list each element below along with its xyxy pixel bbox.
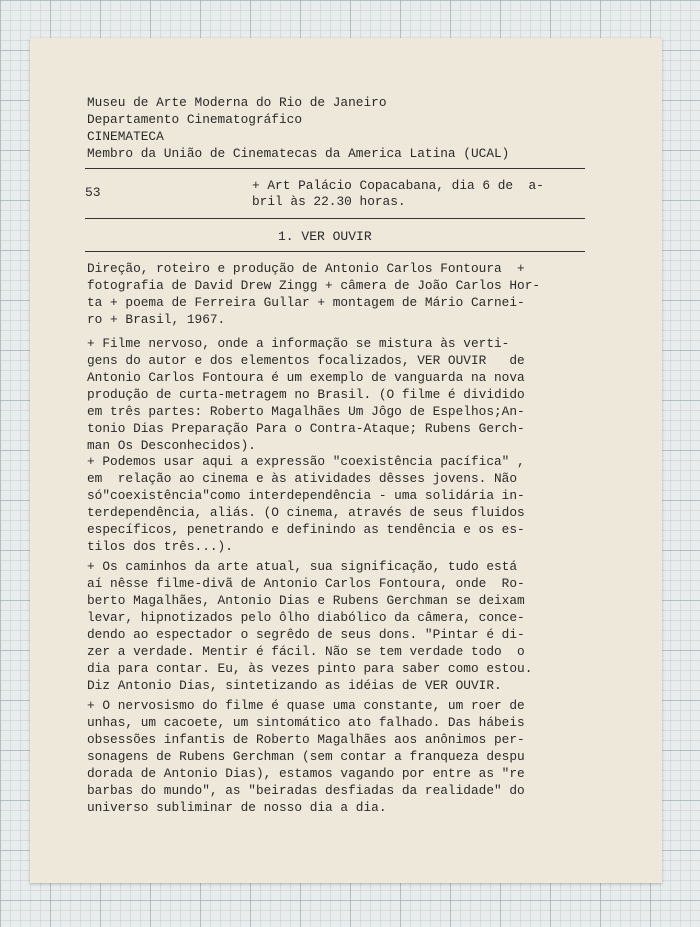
text-line: dendo ao espectador o segrêdo de seus dons. "Pintar é di-: [87, 627, 525, 642]
text-line: fotografia de David Drew Zingg + câmera de João Carlos Hor-: [87, 278, 541, 293]
header-line: Departamento Cinematográfico: [87, 112, 303, 127]
text-line: específicos, penetrando e definindo as tendência e os es-: [87, 522, 525, 537]
text-line: berto Magalhães, Antonio Dias e Rubens Gerchman se deixam: [87, 593, 525, 608]
header-line: Membro da União de Cinematecas da America Latina (UCAL): [87, 146, 510, 161]
document-page: [30, 38, 662, 883]
text-line: terdependência, aliás. (O cinema, através de seus fluidos: [87, 505, 525, 520]
header-rule: [85, 168, 585, 169]
text-line: + Filme nervoso, onde a informação se mistura às verti-: [87, 336, 510, 351]
text-line: aí nêsse filme-divã de Antonio Carlos Fontoura, onde Ro-: [87, 576, 525, 591]
text-line: ta + poema de Ferreira Gullar + montagem de Mário Carnei-: [87, 295, 525, 310]
text-line: sonagens de Rubens Gerchman (sem contar a franqueza despu: [87, 749, 525, 764]
text-line: barbas do mundo", as "beiradas desfiadas da realidade" do: [87, 783, 525, 798]
text-line: produção de curta-metragem no Brasil. (O filme é dividido: [87, 387, 525, 402]
text-line: man Os Desconhecidos).: [87, 438, 256, 453]
text-line: em relação ao cinema e às atividades dêsses jovens. Não: [87, 471, 518, 486]
text-line: gens do autor e dos elementos focalizados, VER OUVIR de: [87, 353, 525, 368]
text-line: tilos dos três...).: [87, 539, 233, 554]
venue-line: + Art Palácio Copacabana, dia 6 de a-: [252, 178, 544, 193]
text-line: universo subliminar de nosso dia a dia.: [87, 800, 387, 815]
text-line: + Os caminhos da arte atual, sua significação, tudo está: [87, 559, 518, 574]
text-line: + O nervosismo do filme é quase uma constante, um roer de: [87, 698, 525, 713]
venue-rule: [85, 218, 585, 219]
header-line: Museu de Arte Moderna do Rio de Janeiro: [87, 95, 387, 110]
text-line: Antonio Carlos Fontoura é um exemplo de vanguarda na nova: [87, 370, 525, 385]
text-line: em três partes: Roberto Magalhães Um Jôgo de Espelhos;An-: [87, 404, 525, 419]
text-line: ro + Brasil, 1967.: [87, 312, 226, 327]
program-number: 53: [85, 185, 101, 200]
header-line: CINEMATECA: [87, 129, 164, 144]
text-line: tonio Dias Preparação Para o Contra-Ataque; Rubens Gerch-: [87, 421, 525, 436]
text-line: só"coexistência"como interdependência - uma solidária in-: [87, 488, 525, 503]
title-rule: [85, 251, 585, 252]
text-line: dorada de Antonio Dias), estamos vagando por entre as "re: [87, 766, 525, 781]
film-title: 1. VER OUVIR: [278, 229, 372, 244]
text-line: + Podemos usar aqui a expressão "coexistência pacífica" ,: [87, 454, 525, 469]
text-line: unhas, um cacoete, um sintomático ato falhado. Das hábeis: [87, 715, 525, 730]
text-line: Diz Antonio Dias, sintetizando as idéias de VER OUVIR.: [87, 678, 502, 693]
venue-line: bril às 22.30 horas.: [252, 194, 406, 209]
text-line: levar, hipnotizados pelo ôlho diabólico da câmera, conce-: [87, 610, 525, 625]
text-line: dia para contar. Eu, às vezes pinto para saber como estou.: [87, 661, 533, 676]
text-line: zer a verdade. Mentir é fácil. Não se tem verdade todo o: [87, 644, 525, 659]
text-line: obsessões infantis de Roberto Magalhães aos anônimos per-: [87, 732, 525, 747]
text-line: Direção, roteiro e produção de Antonio Carlos Fontoura +: [87, 261, 525, 276]
